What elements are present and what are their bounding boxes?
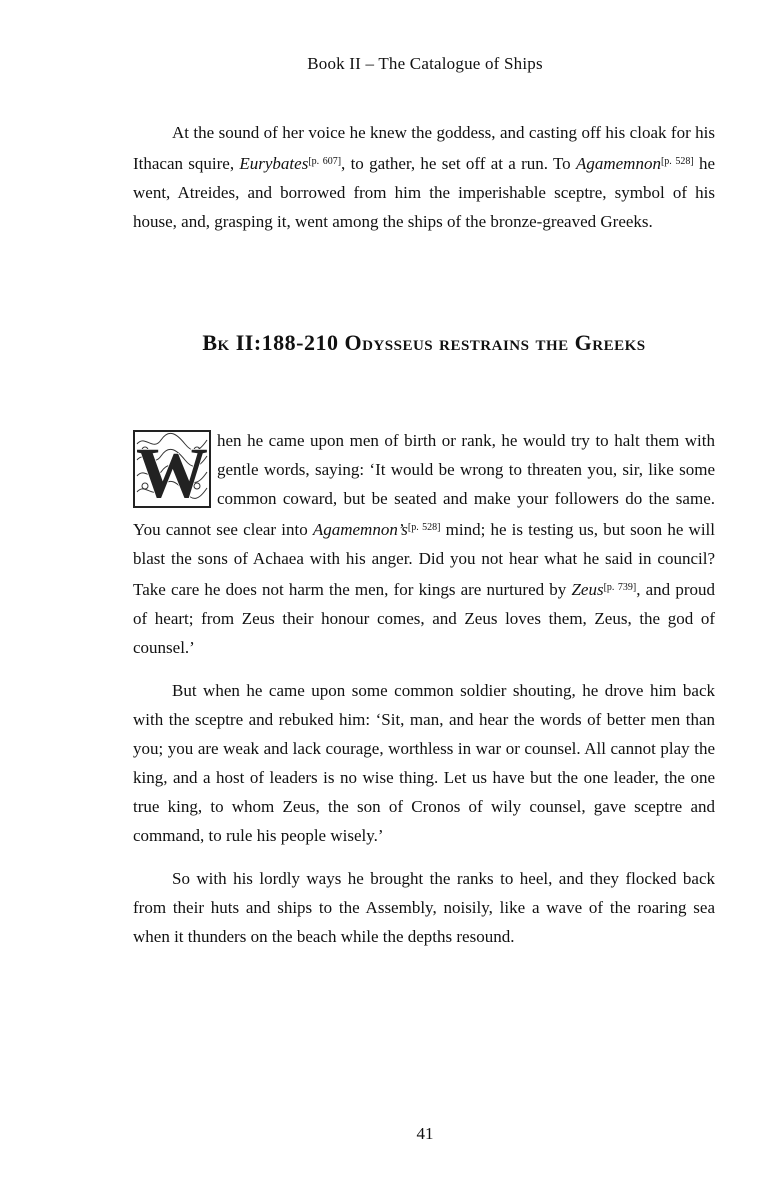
page-number: 41 [416, 1124, 434, 1143]
text-run: At the sound of her voice he knew the goddess, and casting off his cloak for his Ithacan squire, [133, 123, 715, 173]
paragraph-1 [133, 118, 715, 236]
text-run: mind; he is testing us, but soon he will blast the sons of Achaea with his anger. Did you not hear what he said in council? Take care he does not harm the men, for kings are nurtured by [133, 520, 715, 599]
text-run: hen he came upon men of birth or rank, he would try to halt them with gentle words, saying: ‘It would be wrong to threaten you, sir, like some common coward, but be seated and make your followers do the same. You cannot see clear into [133, 431, 715, 539]
name-zeus: Zeus [571, 580, 604, 599]
name-agamemnons: Agamemnon’s [312, 520, 408, 539]
dropcap-w-ornament [133, 430, 211, 508]
name-eurybates: Eurybates [239, 154, 309, 173]
page-reference: [p. 528] [660, 156, 694, 167]
text-run: he went, Atreides, and borrowed from him the imperishable sceptre, symbol of his house, and, grasping it, went among the ships of the bronze-greaved Greeks. [133, 154, 715, 231]
running-head: Book II – The Catalogue of Ships [307, 54, 543, 73]
paragraph-3: But when he came upon some common soldier shouting, he drove him back with the sceptre and rebuked him: ‘Sit, man, and hear the words of better men than you; you are weak and lack courage, worthless in war or counsel. All cannot play the king, and a host of leaders is no wise thing. Let us have but the one leader, the one true king, to whom Zeus, the son of Cronos of wily counsel, gave sceptre and command, to rule his people wisely.’ [133, 681, 715, 845]
opening-passage [133, 118, 715, 250]
paragraph-4: So with his lordly ways he brought the ranks to heel, and they flocked back from their huts and ships to the Assembly, noisily, like a wave of the roaring sea when it thunders on the beach while the depths resound. [133, 869, 715, 946]
name-agamemnon: Agamemnon [575, 154, 661, 173]
dropcap-letter: W [136, 433, 208, 508]
main-passage [133, 426, 715, 965]
section-heading: Bk II:188-210 Odysseus restrains the Greeks [202, 330, 646, 355]
page-reference: [p. 528] [407, 522, 441, 533]
text-run: , and proud of heart; from Zeus their honour comes, and Zeus loves them, Zeus, the god of counsel.’ [133, 580, 715, 657]
page-reference: [p. 739] [603, 582, 637, 593]
paragraph-2 [133, 426, 715, 662]
text-run: , to gather, he set off at a run. To [341, 154, 576, 173]
page-reference: [p. 607] [308, 156, 342, 167]
